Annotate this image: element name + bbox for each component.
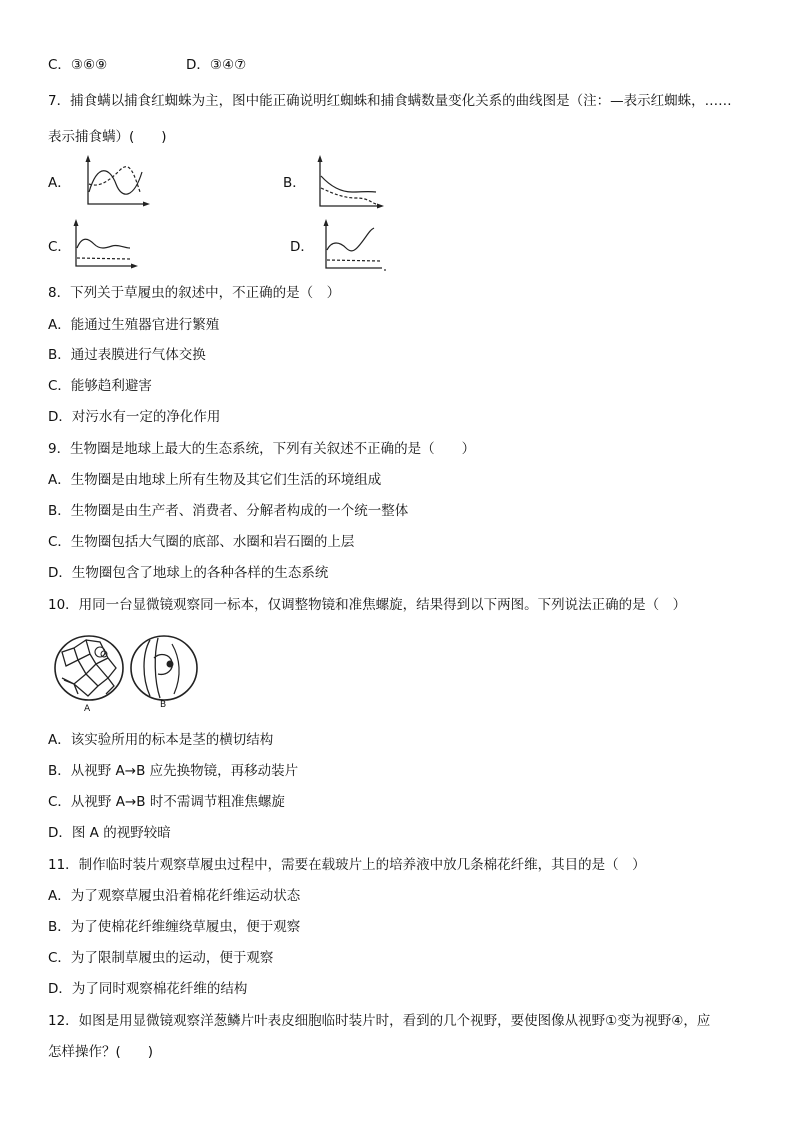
q8-option-b: B．通过表膜进行气体交换 [48, 347, 206, 363]
q7-option-d-label: D． [290, 239, 314, 255]
q9-option-d: D．生物圈包含了地球上的各种各样的生态系统 [48, 565, 329, 581]
q7-stem-line1: 7．捕食螨以捕食红蜘蛛为主，图中能正确说明红蜘蛛和捕食螨数量变化关系的曲线图是（注：—表示红蜘蛛，…… [48, 93, 732, 109]
q7-option-a-label: A． [48, 175, 71, 191]
q7-graph-d [322, 222, 388, 272]
q7-graph-c [72, 222, 138, 270]
q7-option-c-label: C． [48, 239, 71, 255]
q11-option-a: A．为了观察草履虫沿着棉花纤维运动状态 [48, 888, 301, 904]
q10-microscope-view-a [52, 634, 126, 702]
q10-stem: 10．用同一台显微镜观察同一标本，仅调整物镜和准焦螺旋，结果得到以下两图。下列说法正确的是（ ） [48, 597, 687, 613]
q10-microscope-view-b [128, 634, 200, 702]
q10-option-b: B．从视野 A→B 应先换物镜，再移动装片 [48, 763, 299, 779]
q10-option-c: C．从视野 A→B 时不需调节粗准焦螺旋 [48, 794, 285, 810]
q11-option-c: C．为了限制草履虫的运动，便于观察 [48, 950, 274, 966]
q11-option-b: B．为了使棉花纤维缠绕草履虫，便于观察 [48, 919, 301, 935]
q12-stem-line2: 怎样操作？( ) [48, 1044, 154, 1060]
q8-option-c: C．能够趋利避害 [48, 378, 152, 394]
q7-graph-b [316, 158, 384, 210]
q10-option-a: A．该实验所用的标本是茎的横切结构 [48, 732, 274, 748]
q9-option-b: B．生物圈是由生产者、消费者、分解者构成的一个统一整体 [48, 503, 409, 519]
q10-figure-label-b: B [160, 700, 167, 710]
q11-stem: 11．制作临时装片观察草履虫过程中，需要在载玻片上的培养液中放几条棉花纤维，其目的是（ ） [48, 857, 646, 873]
q6-option-d: D．③④⑦ [186, 57, 247, 73]
q8-option-d: D．对污水有一定的净化作用 [48, 409, 221, 425]
q12-stem-line1: 12．如图是用显微镜观察洋葱鳞片叶表皮细胞临时装片时，看到的几个视野，要使图像从视野①变为视野④，应 [48, 1013, 711, 1029]
q9-stem: 9．生物圈是地球上最大的生态系统，下列有关叙述不正确的是（ ） [48, 441, 476, 457]
q7-option-b-label: B． [283, 175, 306, 191]
q9-option-a: A．生物圈是由地球上所有生物及其它们生活的环境组成 [48, 472, 382, 488]
q7-graph-a [84, 158, 150, 210]
q6-option-c: C．③⑥⑨ [48, 57, 108, 73]
q7-stem-line2: 表示捕食螨）( ) [48, 129, 167, 145]
q9-option-c: C．生物圈包括大气圈的底部、水圈和岩石圈的上层 [48, 534, 355, 550]
q11-option-d: D．为了同时观察棉花纤维的结构 [48, 981, 248, 997]
q8-option-a: A．能通过生殖器官进行繁殖 [48, 317, 220, 333]
q10-figure-label-a: A [84, 704, 91, 714]
q8-stem: 8．下列关于草履虫的叙述中，不正确的是（ ） [48, 285, 341, 301]
q10-option-d: D．图 A 的视野较暗 [48, 825, 171, 841]
